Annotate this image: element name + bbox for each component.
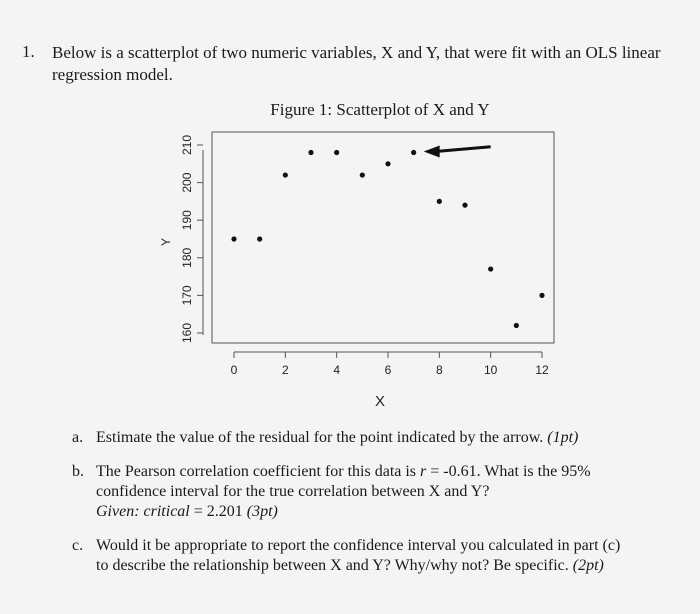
y-axis-label: Y xyxy=(159,237,173,247)
arrow-annotation xyxy=(424,146,491,158)
scatter-point xyxy=(488,266,493,271)
part-b-points: (3pt) xyxy=(246,503,278,520)
part-b-label: b. xyxy=(72,463,84,480)
part-b xyxy=(72,462,672,522)
part-b-line-1-pre: The Pearson correlation coefficient for this data is xyxy=(96,463,421,480)
part-a xyxy=(72,428,672,448)
scatter-point xyxy=(385,161,390,166)
y-tick-label: 200 xyxy=(180,172,194,193)
x-tick-label: 6 xyxy=(384,363,392,377)
part-c xyxy=(72,536,672,576)
x-tick-label: 4 xyxy=(333,363,341,377)
x-tick-label: 10 xyxy=(483,363,498,377)
question-stem-line-2: regression model. xyxy=(52,65,173,84)
x-tick-label: 12 xyxy=(535,363,549,377)
arrow-shaft xyxy=(436,147,491,152)
x-tick-label: 8 xyxy=(435,363,443,377)
part-a-points: (1pt) xyxy=(547,429,579,446)
part-c-points: (2pt) xyxy=(572,557,604,574)
question-parts xyxy=(72,428,672,590)
part-b-line-2: confidence interval for the true correlation between X and Y? xyxy=(96,483,490,500)
scatter-point xyxy=(360,172,365,177)
scatter-point xyxy=(308,150,313,155)
scatter-point xyxy=(411,150,416,155)
scatter-point xyxy=(437,199,442,204)
part-c-line-1: Would it be appropriate to report the confidence interval you calculated in part (c) xyxy=(96,537,621,554)
part-b-r-symbol: r xyxy=(420,463,427,480)
part-b-line-1-post: = -0.61. What is the 95% xyxy=(426,463,591,480)
scatter-point xyxy=(257,236,262,241)
part-c-line-2 xyxy=(96,556,672,576)
part-b-given-var: critical xyxy=(143,503,190,520)
y-ticks xyxy=(180,135,203,343)
y-tick-label: 170 xyxy=(180,285,194,306)
y-tick-label: 180 xyxy=(180,247,194,268)
part-b-given xyxy=(96,502,672,522)
scatter-point xyxy=(539,293,544,298)
part-b-given-label: Given: xyxy=(96,503,144,520)
scatter-point xyxy=(231,236,236,241)
scatter-point xyxy=(514,323,519,328)
x-tick-label: 0 xyxy=(230,363,238,377)
scatter-point xyxy=(283,172,288,177)
plot-frame xyxy=(212,132,554,343)
x-ticks xyxy=(231,352,549,377)
scatter-point xyxy=(462,203,467,208)
part-b-line-1 xyxy=(96,462,672,482)
y-tick-label: 190 xyxy=(180,210,194,231)
scatter-point xyxy=(334,150,339,155)
data-points xyxy=(231,150,544,328)
question-stem-line-1: Below is a scatterplot of two numeric variables, X and Y, that were fit with an OLS linear xyxy=(52,43,661,62)
part-a-label: a. xyxy=(72,429,84,446)
arrow-head xyxy=(424,146,440,158)
part-c-label: c. xyxy=(72,537,84,554)
y-tick-label: 160 xyxy=(180,322,194,344)
x-tick-label: 2 xyxy=(281,363,289,377)
part-a-text: Estimate the value of the residual for the point indicated by the arrow. xyxy=(96,429,544,446)
figure-title: Figure 1: Scatterplot of X and Y xyxy=(270,100,490,119)
part-c-line-2-text: to describe the relationship between X and Y? Why/why not? Be specific. xyxy=(96,557,569,574)
part-b-given-value: = 2.201 xyxy=(189,503,243,520)
question-number: 1. xyxy=(22,42,35,61)
y-tick-label: 210 xyxy=(180,134,194,156)
x-axis-label: X xyxy=(374,393,386,410)
